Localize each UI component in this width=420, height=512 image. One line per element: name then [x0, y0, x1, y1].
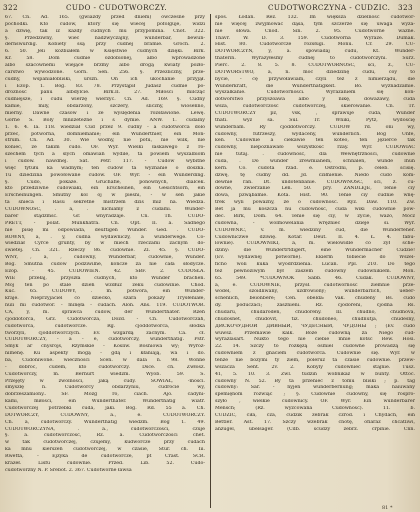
left-column-line: mierny. Dawne czasów i że wyślędenia rozsławione. Lewę.: [5, 111, 205, 117]
left-column-line: a dźwię, tak iż każdy cudnych mu przypomina. Cnot. 322.: [5, 28, 205, 34]
right-column-line: cuda, . Do wunder zrewmianem, schnalen, wunde lhun: [215, 159, 415, 165]
column-divider: [210, 14, 211, 508]
right-column-line: DOTWÓRCZYN, y, a. spowiadaj cudu, Kt. Wunder-: [215, 49, 415, 55]
right-column-line: thäti. wyż sa. Sul. Tr. Wniki, Pytz, wydościę: [215, 117, 415, 123]
right-column-line: downe, zwierzanie Len. 50. pry. ZANDLEJE, Tenie ciy: [215, 186, 415, 192]
left-column-line: §. Przedziwny, wiec nadzwyczajny, wunderbar, bewun-: [5, 35, 205, 41]
right-column-line: thäterin. Wyrażyłeśmy cudnej to cudotwórczyni. Surz.: [215, 56, 415, 62]
right-column-line: (Ev. wydawnej potworne). Ekierm tobiecie do Wszel-: [215, 255, 415, 261]
right-column-line: nie tutaj. . cudowność, dla Wewnętrzności, cudownie: [215, 152, 415, 158]
left-page-number: 322: [3, 3, 18, 12]
right-text-column: [215, 15, 415, 509]
left-column-line: CUDOWNOŚĆ, . a, . nicniamy z cudami. Wunder-: [5, 207, 205, 213]
right-column-line: dewnie ran. Dt. undotenbanie. CUDOWNOŚĆ, ści, ź. cu-: [215, 179, 415, 185]
left-column-line: Tu dziedzina powołowane cudów. OF. Wyr. - ein Wunderding.: [5, 172, 205, 178]
left-column-line: strum. Cn. Ad. 30. Wie wodny, nie potu, nie wilk, nie: [5, 138, 205, 144]
left-column-line: kamie, mily, obdarzony, szczery, śliczny, wiosenno,: [5, 104, 205, 110]
left-column-line: §. Cudo, pokaże. Gruchafie, ponownych, dialcek.: [5, 179, 205, 185]
left-column-line: Erscheinungen. Smutny kol oj w pieśni, - w sen jakie: [5, 193, 205, 199]
right-column-line: wyrażlasart. Nukto tego nie ciebie mnie kotsc Rew. Hosi.: [215, 337, 415, 343]
left-column-line: krazeł. Lisfu cudownie. Przed. Lib. 52. Cudo-: [5, 460, 205, 466]
left-column-line: ba, Cudoniwone. wieczności Scen. w dala n. 98. Wonne: [5, 357, 205, 363]
right-column-line: nie słowa. Cnod. Sin. 2. 95. Cudotworne ważne.: [215, 28, 415, 34]
left-column-line: carstwo wywodzone. Gorn. Sen. 256. §. Przezliczny, prze-: [5, 69, 205, 75]
left-column-line: Rwetta, - Ejzyka de cudotwórcze, pt Crast. SCR.: [5, 454, 205, 459]
left-column-line: barer stądźmść. Gr. wnyradzaje. Cn. Th. CUDO-: [5, 213, 205, 219]
left-column-line: nuli mi cudotwór. - minęła - cudach. Alon. Ans. 119. CUDOTWOR.: [5, 303, 205, 309]
left-column-line: 67. Cn. Ad. 165. (gwiazdy przed dniem) ówczesne przy: [5, 15, 205, 20]
left-column-line: PRETT, - polat. Munkhatra. Cn. Opt. II. a. Sadnego: [5, 220, 205, 226]
signature-mark: 81 *: [382, 505, 393, 511]
right-column-line: wsza, cudotwórczosć cudotwórczej, skierowanie. Cn. Tr.: [215, 104, 415, 110]
right-column-line: wunderbam. Ry cjoddotwórczy. CUDOW rd. oni wy,: [215, 124, 415, 130]
left-column-line: Smyk ar cnysrojs, Rzymskie - Kośliw. Bośniowa wy; Wyroż-: [5, 344, 205, 350]
left-column-line: Bog. Smutna cudów podziwilne, koncze za nie cała słodycze.: [5, 261, 205, 267]
left-column-line: smyszlę n. Cudotwórcy obdarzyniu, cudrocie wy,: [5, 385, 205, 391]
right-column-line: ficho woli kuka wyodrdzienia. Lucan. Ppl. 210. Do tego: [215, 261, 415, 267]
left-column-line: ta śnieca i Rasu sekretne mistrzem dziś miz na. Wiedza.: [5, 200, 205, 206]
right-page-number: 323: [398, 3, 413, 12]
left-column-line: Cudotwórczy, m. Bernurt wiedzm. Wyob. 59. Ś.: [5, 371, 205, 377]
right-column-line: wyszalkanie. Cudotworności. Wyrażaniem się kon-: [215, 90, 415, 96]
left-column-line: ROWNY, a, . y, cudna wydawniczy, a wunderwege. Co-: [5, 234, 205, 240]
left-column-line: dóbrzeszamiony.. SF. Mózg ro, ciach. Ajo. cadyni-: [5, 392, 205, 398]
right-column-line: Thavr. W. D. 3. 159. Cudotworna Wyraże. Dumak.: [215, 35, 415, 41]
right-column-line: chudaru, chudaroden, chudoreny. Ill. chudno, chudnova,: [215, 309, 415, 315]
left-column-line: dernswürdig. Kobiety ssą przy cudnej bramie. Groch. 2.: [5, 42, 205, 48]
right-column-line: 41, 5. 10. 3. Zwl. tudzin wobnikaz w bunty. Ottoc.: [215, 371, 415, 377]
left-column-line: cudny, wspaniałobliski, ursźn. On ich ukochanie przyjął.: [5, 76, 205, 82]
right-column-line: spemięnom rozwiąć ; §. Cudownie cudowny, się rospro-: [215, 392, 415, 398]
left-column-line: 1. 6. 4. Ia. 118. wiedział Cud przez 9. cudny - a cudotwórca dolo: [5, 124, 205, 130]
left-column-line: cjoddotorca, Grz. Cudotworcza, Dozd. - Ch. Cudotwórczah,: [5, 316, 205, 322]
right-column-line: CUDOTWÓRCZY pz, vsk, , sprawuje cuda, Wunder: [215, 111, 415, 117]
right-column-line: cudowny, niepoznawało wszystkość rzay. Wyr. CUDOWIAC: [215, 145, 415, 151]
right-column-line: dec. Birk, Dom. 64. Tenie się ciy, w życie, wazo, Mocz: [215, 213, 415, 219]
left-column-line: CUDOTWÓRCZY, - a - e, cudotworczy, wunderthätig. Pstr.: [5, 337, 205, 343]
right-column-line: Bet ja mu koszcza nu cudowność, cuda wiki cudownie pow-: [215, 207, 415, 213]
right-column-line: lownie). CUDOWNIKI, a, m. wielowidle co zył sche-: [215, 241, 415, 247]
left-column-line: kto przedziwne cudowiaki, ein Erscheinen, ein Gesichtsorn, ein: [5, 186, 205, 192]
right-column-line: dy. poduczaci; zasznieni. Rz. cjodoreni, cjodna Rs.: [215, 303, 415, 309]
right-column-line: cudowna, - wolmówelania wręzniec dzieje si. Wyr.: [215, 220, 415, 226]
left-column-line: nimenę. Ku aspekty mogą - gdą i kłaniają, wa i do.: [5, 351, 205, 357]
right-column-line: ДИСКОЧУДНОЙ ДИВНЫЙ, ЧУДЕСНЫЙ, ЧУДОНЫ ; (Ev. cudo: [215, 323, 415, 329]
right-column-line: Wunderkraft, die Wunderthätigkeit. Bo. wyznadzamie.: [215, 83, 415, 89]
left-column-line: DOTWÓRCZY, CUDOWNY, a., e. CUDOTWÓRCZY.: [5, 412, 205, 418]
right-column-line: wuwsz. Przemawie kalk. Boże cudowną za Niego cud-: [215, 330, 415, 336]
left-column-line: Gorne S. Boly mnilżeteźne i ś dymie. ANW. 1. cudalny: [5, 117, 205, 123]
right-column-line: cudowny N. 52. By ta przeniec z tomu bliski ; p. tag: [215, 378, 415, 384]
right-column-line: tenze nie bożymi ty ziem, poleruz ta czasie cudownie. przew-: [215, 357, 415, 363]
left-column-line: albo szacownémi wiejące brzmy albo drogą kwiaty pozło-: [5, 63, 205, 69]
right-column-line: cudowniem z gnaciem cudotwórca. Cudownie się. Wyr. w: [215, 351, 415, 357]
right-column-line: anzugel, übelsager. (Cdb. ścudzy żebrz. crpinie. Cnn.: [215, 426, 415, 432]
right-column-line: trek wyli poważny, ze o cudowność. Ryż. Daw. 110. Zw.: [215, 200, 415, 206]
left-column-line: w tak cudotwórczej, czujemy, kudwórcze przy cudach: [5, 440, 205, 446]
left-column-line: Ezop. - 45. CUDOWIEŃ. 42. SBF. 2. CUDOSŁA.: [5, 268, 205, 274]
right-column-line: bycie, - cę przywoławiam, czyli też z nimierządu, die: [215, 76, 415, 82]
left-column-line: kami, miłości, ein Wunderthäter. Wunderthätig wiatr.: [5, 399, 205, 405]
left-column-line: więc tytułu ka wadnym; ten cudow ta wyznanie o doszka.: [5, 165, 205, 171]
left-column-line: pochodki. Kto cudów, który się wiecéj pofolguje, widzi: [5, 21, 205, 27]
left-column-line: nie pisię mi odpowiada, deuftigen Wunder. Ged. . CUDO-: [5, 227, 205, 233]
right-column-line: wszacza Sent. 2v. 2. Kobyly cudowniec stajnie. Tusz.: [215, 364, 415, 370]
right-column-line: 22. 14. Szczy to rozkęzą ośmiel cudowne prowadzą się: [215, 344, 415, 350]
right-running-head: CUDOTWORCZYNA - CUDZIC.: [268, 3, 391, 12]
left-column-line: Ch. a, cudotwórczy. Wunderthätig wiedzm. Bog 1. 49.: [5, 419, 205, 425]
right-column-line: dżwę, tę cudny dd. Jd. cziłnienie. Niedo cudo kom-: [215, 172, 415, 178]
right-column-line: a, e. CUDOWNIE, przysł. cudotworność ziemnie prze-: [215, 282, 415, 288]
left-column-line: cudniejsze, i cudu wierzę wierzyć. Cn. Ad. 169. §. Cudny: [5, 97, 205, 103]
left-column-line: cudotworzny N. P. Srebot. 2. 367. Cudotworne ławsa: [5, 467, 132, 473]
left-column-line: drożność panu albdylcie. Birk.II. 27. Miłości milcząc: [5, 90, 205, 96]
right-column-line: Hist. 80. Cudotwórcze rozsługi. Monu. Cr. 29. CU-: [215, 42, 415, 48]
left-column-line: Kr. 58. Dom cudnie ozdobionej, albo wprowadzone: [5, 56, 205, 62]
left-column-line: i Ezop. 1. Bog. 83. 78. Przystąpił Judasz cudnie po-: [5, 83, 205, 89]
left-column-line: - dobroć, cudem, kto cudotwórczy. Dsce. ch. Zwłosz.: [5, 364, 205, 370]
right-column-line: kern. Co. cudota rzad. e. Ostrodni, p. celeb. ścisię.: [215, 165, 415, 171]
left-column-line: Cudotwórczej potrzebki cuda, jaki. Bog. Rd. 55 a. Ch.: [5, 405, 205, 411]
right-column-line: spos. Łodan. Rez. 132. Im większa dzielność cudotwor-: [215, 15, 415, 20]
right-column-line: też pewnoziwym był zaszem cudowny cudownikiem. Mon.: [215, 268, 415, 274]
left-column-line: szechem tych a slych omawiań wydile, ta powiem wyszalbiom: [5, 152, 205, 158]
left-column-line: Przejęty w zwolności, jaką cudy. SOWIAŁ, -mości.: [5, 378, 205, 384]
right-column-line: Pierc. 2. 8. 5. 8. CUDOTWORNOŚĆ, ści, ź., CU-: [215, 63, 415, 69]
left-column-line: kraje. Nieprzyjaciel co dziecko, szara pokazy Trysłeniałe,: [5, 296, 205, 302]
right-column-line: szyło , wielkie cudownicy. OF. Wyr. Ein wunderbarer: [215, 399, 415, 405]
left-column-line: ka mnu kierszeń cudotwórczej, w czasie, Stur. ch. Iii.: [5, 447, 205, 453]
left-column-line: Mój ten po stale dzień wzdłuż żeku cudowinie. Chod.: [5, 282, 205, 288]
right-column-line: cudowny, futrzeszy, wydaćeny, wunderlich. Bóg Unfe,: [215, 131, 415, 137]
left-text-column: [5, 15, 205, 509]
left-column-line: §. a. cudotwórczość, Rz. a. Cudotwórczości chet.: [5, 433, 205, 439]
right-column-line: schenlich, beionbere; Cen. obelda: Vak. chudeny Bs. cudo: [215, 296, 415, 302]
left-column-line: i cudów. nawdnej. Sat. Petr. 117. - Cudow wybitne: [5, 159, 205, 165]
left-column-line: Kuć. 65. CUDOWY, . m. potwora, ein Wunder-: [5, 289, 205, 295]
right-column-line: Mensch; (Rz. wyzcowana Cudowność). 11. b.: [215, 405, 415, 411]
left-column-line: koniec, że takim cudo. OF. Wyr. Wielki łaskawego z ro-: [5, 145, 205, 151]
right-column-line: dotworstwo przyszoawa albo y nikę, doważawy, cuda: [215, 97, 415, 103]
left-column-line: CUDOTWÓRCZYNA, . a., cudotwórczości, czuje: [5, 426, 205, 432]
left-column-line: tworzyli, cjoddotwórczych. Ev. wzgardą zacnym. Ca. cł.: [5, 330, 205, 336]
left-column-line: przec, potworna, domniemanie; ein Wunderthier, ein Mon-: [5, 131, 205, 137]
right-column-line: CUDZIĆ, ciła, cza, cudzik żebrak czród. i Chydach, ein: [215, 412, 415, 418]
right-column-line: dowa, pzwąbamie. Kota. Hist. 90. Tenie ciy cudnie wnę-: [215, 193, 415, 199]
right-column-line: nie więcéj zwyjmować dąsa, tym szczerze się uwaga wyża-: [215, 21, 415, 27]
left-column-line: WIE przełaj, przyszła cudnych, kto Wunder brachen.: [5, 275, 205, 281]
right-column-line: dziny: die Wundertrtdigert, eine Wundermacher Cudzie!: [215, 248, 415, 254]
right-column-line: 65. 549. *CUDOWNÓK Sabb. 46. Cudak. CUDOWNY,: [215, 275, 415, 281]
left-column-line: CA, y, m. sprawca cudów, der Wunderthäter. Rzeń: [5, 309, 205, 315]
left-column-line: wiedział Cyrce grunty, by w miech rzeczami zacnym do-: [5, 241, 205, 247]
right-column-line: cudowny: Sar. - nyjen wunderbernung; maka naiuwany: [215, 385, 415, 391]
left-running-head: CUDO - CUDOTWORCZY.: [66, 3, 168, 12]
left-column-line: WNY, , a, , cudowny, Wunderbar, cudownie, Wunder.: [5, 255, 205, 261]
right-column-line: chudosnet, chudovit, tiz. chudoneo, chudnutja, chudesny,: [215, 316, 415, 322]
left-column-line: świetej. Cn. 321. Rzeczy 86. cudownie. ZI. 45. §. CUDO-: [5, 248, 205, 254]
right-column-line: CUDOWNIĆ, v. m. wiedziny cud, die Wunderfeher.: [215, 227, 415, 233]
right-column-line: DOTWORSTWO, a, n. moc dziedzinę cudu, coy to: [215, 69, 415, 75]
right-column-line: Cudowniczwe dziwię. Kotar. Deut. II. 4. Ł. 4. fabu-: [215, 234, 415, 240]
right-column-line: wodel, szoidliwany, uzdrowiony; wunderbarlich, ueber-: [215, 289, 415, 295]
left-column-line: 6. 50. Jeli koźbiałem w Księstwie cudnych dzięki. Birk.: [5, 49, 205, 55]
left-column-line: cudotwórca, cudotwórcze. Rg. cjoddotwórca, słodka: [5, 323, 205, 329]
right-column-line: ken. Cudownie a ciekawie ten koteo, ten jęzierce tak: [215, 138, 415, 144]
right-column-line: Bettler. Ast. 17. Szczy wżebrak cnotę, ofiaraz chcatliwi,: [215, 419, 415, 425]
